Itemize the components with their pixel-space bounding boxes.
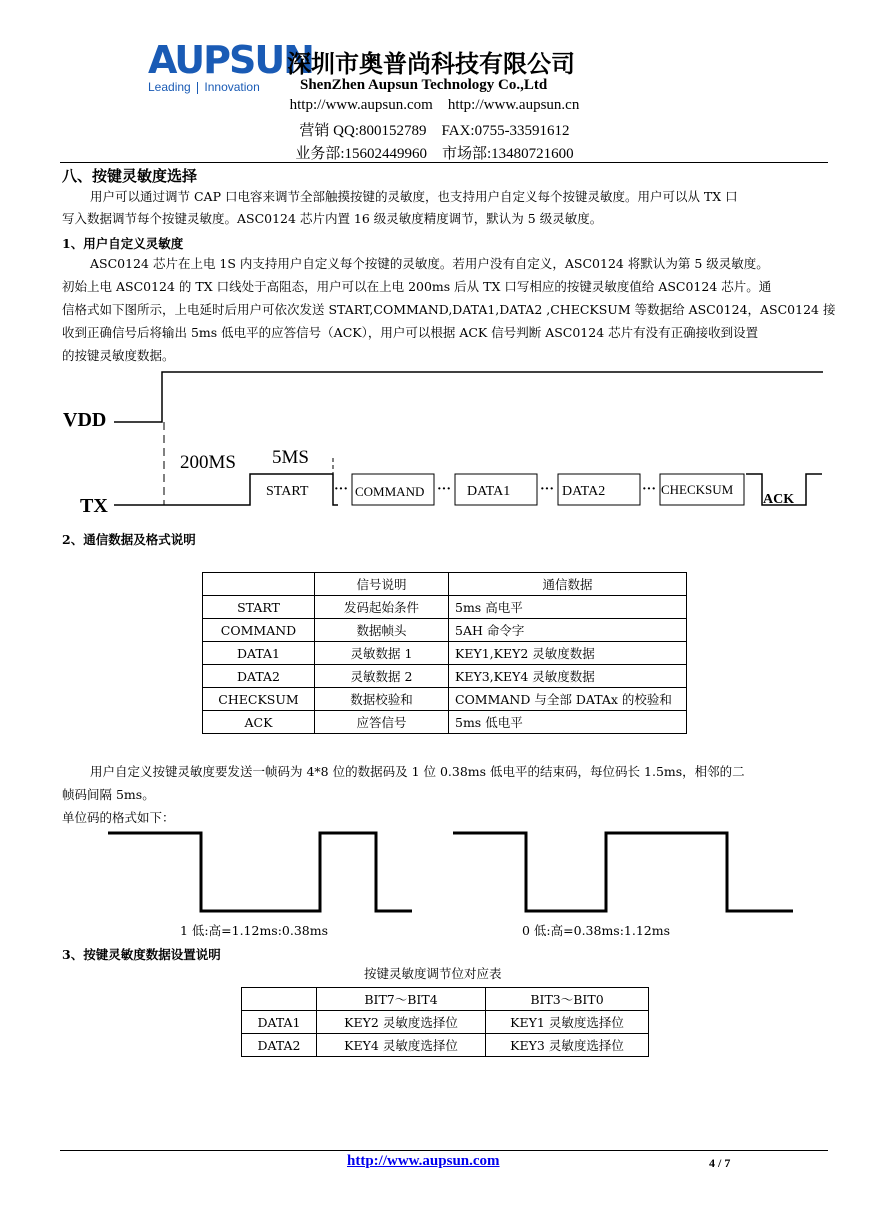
table-cell: DATA1	[203, 642, 315, 665]
table-cell: START	[203, 596, 315, 619]
table-cell: KEY1,KEY2 灵敏度数据	[449, 642, 687, 665]
company-name-cn: 深圳市奥普尚科技有限公司	[287, 49, 575, 78]
header-contact-phones: 业务部:15602449960 市场部:13480721600	[295, 146, 574, 162]
table-row	[203, 619, 687, 642]
tx-label: TX	[80, 495, 108, 517]
start-label: START	[266, 484, 309, 499]
section-title: 八、按键灵敏度选择	[62, 167, 198, 185]
bit-map-table	[241, 987, 649, 1057]
table-header-cell: 通信数据	[449, 573, 687, 596]
table-cell: 5AH 命令字	[449, 619, 687, 642]
logo-tagline-innovation: Innovation	[204, 80, 260, 94]
table-row	[242, 1011, 649, 1034]
table-cell: 发码起始条件	[315, 596, 449, 619]
t5ms-label: 5MS	[272, 447, 309, 468]
table-row	[203, 711, 687, 734]
table-cell: 数据校验和	[315, 688, 449, 711]
subsection-1-line-5: 的按键灵敏度数据。	[62, 348, 175, 363]
command-label: COMMAND	[355, 484, 425, 499]
table-cell	[203, 573, 315, 596]
subsection-1-line-1: ASC0124 芯片在上电 1S 内支持用户自定义每个按键的灵敏度。若用户没有自定义，ASC0124 将默认为第 5 级灵敏度。	[90, 256, 769, 271]
ack-label: ACK	[763, 492, 795, 507]
subsection-1-line-2: 初始上电 ASC0124 的 TX 口线处于高阻态，用户可以在上电 200ms 后从 TX 口写相应的按键灵敏度值给 ASC0124 芯片。通	[62, 279, 772, 294]
data1-label: DATA1	[467, 484, 511, 499]
header-divider	[60, 162, 828, 163]
data2-label: DATA2	[562, 484, 606, 499]
table-cell: DATA2	[242, 1034, 317, 1057]
table-cell	[242, 988, 317, 1011]
timing-diagram	[0, 360, 869, 520]
bit-table-caption: 按键灵敏度调节位对应表	[364, 966, 502, 981]
dots-4: ···	[642, 482, 657, 497]
table-cell: KEY2 灵敏度选择位	[317, 1011, 486, 1034]
table-header-cell: BIT7～BIT4	[317, 988, 486, 1011]
bit-1-label: 1 低:高=1.12ms:0.38ms	[180, 923, 329, 938]
frame-description-line-1: 用户自定义按键灵敏度要发送一帧码为 4*8 位的数据码及 1 位 0.38ms 低电平的结束码，每位码长 1.5ms，相邻的二	[90, 764, 745, 779]
table-row	[203, 573, 687, 596]
subsection-2-title: 2、通信数据及格式说明	[62, 532, 196, 547]
table-row	[203, 596, 687, 619]
footer-divider	[60, 1150, 828, 1151]
table-cell: COMMAND	[203, 619, 315, 642]
table-cell: CHECKSUM	[203, 688, 315, 711]
logo-tagline-leading: Leading	[148, 80, 191, 94]
vdd-waveform	[114, 372, 823, 422]
table-cell: KEY3,KEY4 灵敏度数据	[449, 665, 687, 688]
table-row	[242, 1034, 649, 1057]
dots-3: ···	[540, 482, 555, 497]
company-name-en: ShenZhen Aupsun Technology Co.,Ltd	[300, 77, 548, 93]
subsection-1-line-3: 信格式如下图所示，上电延时后用户可依次发送 START,COMMAND,DATA1,DATA2 ,CHECKSUM 等数据给 ASC0124，ASC0124 接	[62, 302, 836, 317]
subsection-3-title: 3、按键灵敏度数据设置说明	[62, 947, 221, 962]
table-header-cell: 信号说明	[315, 573, 449, 596]
table-row	[203, 688, 687, 711]
company-logo	[148, 38, 313, 98]
header-urls: http://www.aupsun.com http://www.aupsun.cn	[289, 97, 580, 113]
table-cell: KEY3 灵敏度选择位	[486, 1034, 649, 1057]
table-cell: 应答信号	[315, 711, 449, 734]
bit-0-waveform	[453, 833, 793, 911]
table-cell: DATA1	[242, 1011, 317, 1034]
table-cell: KEY1 灵敏度选择位	[486, 1011, 649, 1034]
table-cell: 数据帧头	[315, 619, 449, 642]
page-number: 4 / 7	[709, 1156, 731, 1170]
vdd-label: VDD	[63, 409, 107, 431]
logo-tagline-divider	[197, 82, 198, 94]
checksum-label: CHECKSUM	[661, 482, 734, 497]
table-cell: KEY4 灵敏度选择位	[317, 1034, 486, 1057]
bit-0-label: 0 低:高=0.38ms:1.12ms	[522, 923, 671, 938]
t200ms-label: 200MS	[180, 452, 236, 473]
table-cell: 5ms 低电平	[449, 711, 687, 734]
table-header-cell: BIT3～BIT0	[486, 988, 649, 1011]
footer-website-link[interactable]: http://www.aupsun.com	[347, 1153, 500, 1169]
header-contact-qq-fax: 营销 QQ:800152789 FAX:0755-33591612	[299, 123, 570, 139]
table-row	[242, 988, 649, 1011]
subsection-1-title: 1、用户自定义灵敏度	[62, 236, 184, 251]
table-row	[203, 642, 687, 665]
table-cell: COMMAND 与全部 DATAx 的校验和	[449, 688, 687, 711]
bit-format-intro: 单位码的格式如下：	[62, 810, 175, 825]
table-row	[203, 665, 687, 688]
frame-description-line-2: 帧码间隔 5ms。	[62, 787, 155, 802]
bit-waveform-diagram	[0, 825, 869, 920]
bit-1-waveform	[108, 833, 412, 911]
logo-wordmark: AUPSUN	[148, 38, 313, 82]
table-cell: 灵敏数据 1	[315, 642, 449, 665]
dots-2: ···	[437, 482, 452, 497]
subsection-1-line-4: 收到正确信号后将输出 5ms 低电平的应答信号（ACK），用户可以根据 ACK 信号判断 ASC0124 芯片有没有正确接收到设置	[62, 325, 759, 340]
table-cell: ACK	[203, 711, 315, 734]
table-cell: 5ms 高电平	[449, 596, 687, 619]
table-cell: DATA2	[203, 665, 315, 688]
signal-table	[202, 572, 687, 734]
table-cell: 灵敏数据 2	[315, 665, 449, 688]
dots-1: ···	[334, 482, 349, 497]
section-intro-line-2: 写入数据调节每个按键灵敏度。ASC0124 芯片内置 16 级灵敏度精度调节，默认为 5 级灵敏度。	[62, 211, 603, 226]
section-intro-line-1: 用户可以通过调节 CAP 口电容来调节全部触摸按键的灵敏度，也支持用户自定义每个按键灵敏度。用户可以从 TX 口	[90, 189, 738, 204]
